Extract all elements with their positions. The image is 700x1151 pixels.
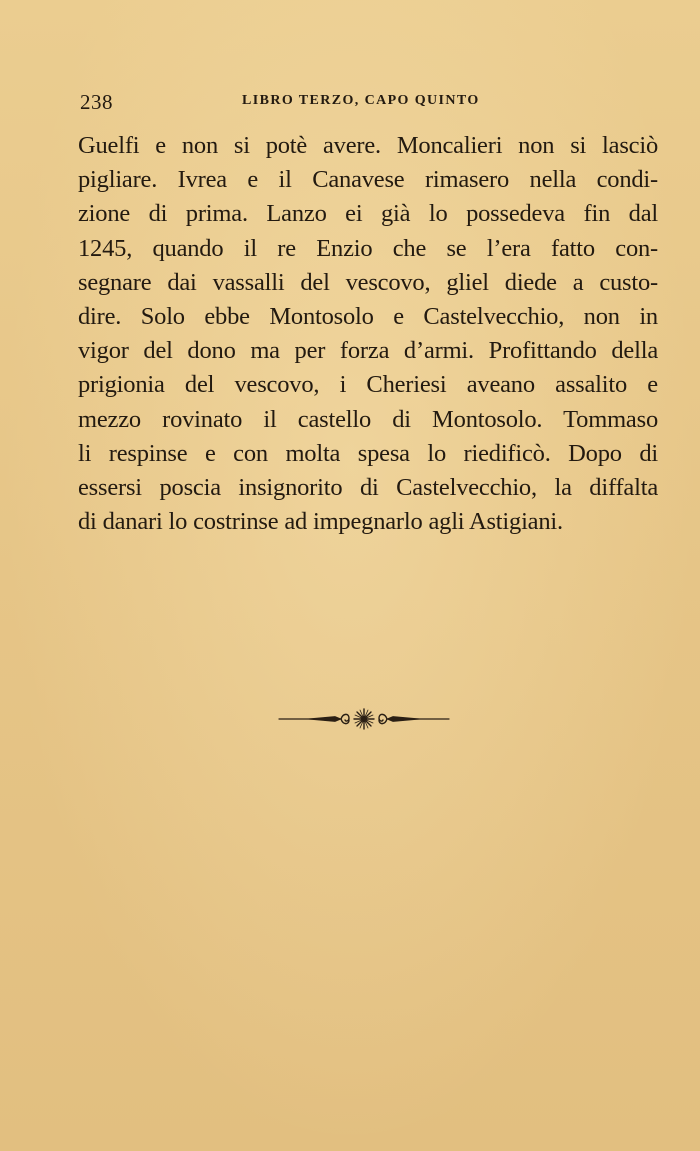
text-line: dire. Solo ebbe Montosolo e Castelvecchio, non in (78, 302, 658, 330)
text-line: li respinse e con molta spesa lo riedificò. Dopo di (78, 439, 658, 467)
text-line: zione di prima. Lanzo ei già lo possedeva fin dal (78, 200, 658, 228)
text-line: di danari lo costrinse ad impegnarlo agli Astigiani. (78, 508, 563, 536)
text-line: prigionia del vescovo, i Cheriesi aveano assalito e (78, 371, 658, 399)
running-title: LIBRO TERZO, CAPO QUINTO (242, 93, 480, 108)
text-line: vigor del dono ma per forza d’armi. Profittando della (78, 337, 658, 365)
text-line: mezzo rovinato il castello di Montosolo. Tommaso (78, 405, 658, 433)
text-line: essersi poscia insignorito di Castelvecchio, la diffalta (78, 473, 658, 501)
page-number: 238 (80, 90, 113, 114)
text-line: pigliare. Ivrea e il Canavese rimasero nella condi- (78, 166, 658, 194)
text-line: Guelfi e non si potè avere. Moncalieri non si lasciò (78, 132, 658, 159)
running-head (80, 90, 660, 114)
text-line: segnare dai vassalli del vescovo, gliel diede a custo- (78, 268, 658, 296)
text-line: 1245, quando il re Enzio che se l’era fatto con- (78, 234, 658, 262)
body-paragraph (78, 129, 658, 539)
tailpiece-ornament-icon (277, 707, 451, 731)
